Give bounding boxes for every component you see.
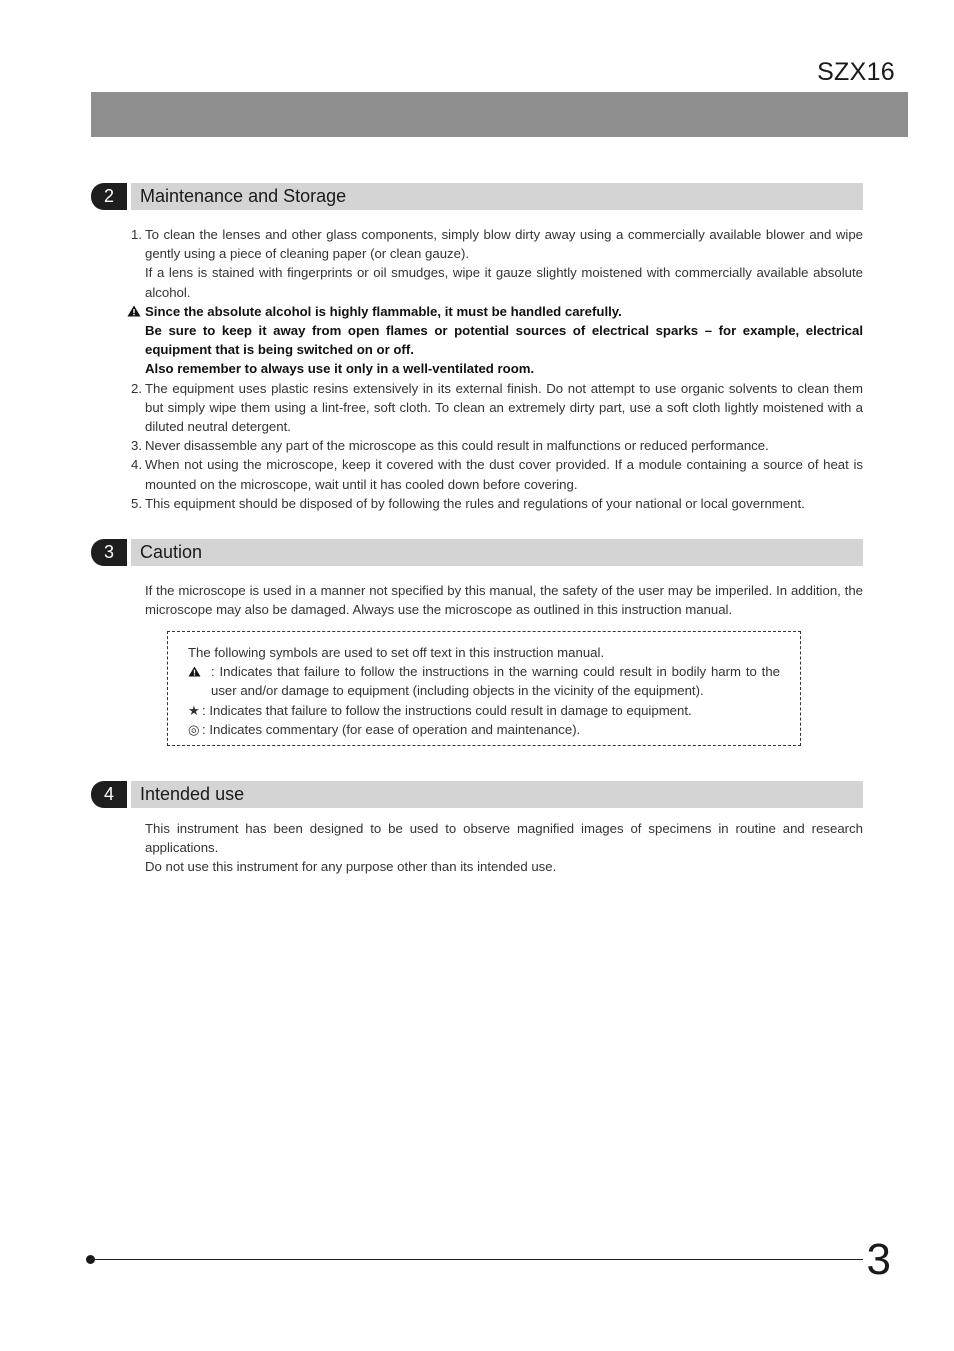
list-item: 3. Never disassemble any part of the microscope as this could result in malfunctions or reduced performance. xyxy=(131,438,769,454)
model-name: SZX16 xyxy=(817,58,895,86)
section-header-maintenance xyxy=(91,183,863,210)
section-number: 3 xyxy=(91,539,127,566)
legend-intro: The following symbols are used to set off text in this instruction manual. xyxy=(188,645,605,660)
warning-block: Since the absolute alcohol is highly flammable, it must be handled carefully. Be sure to keep it away from open flames or potential sources of electrical sparks – for example, electrical equipment that is being switched on or off. Also remember to always use it only in a well-ventilated room. xyxy=(131,302,863,379)
caution-body: If the microscope is used in a manner not specified by this manual, the safety of the user may be imperiled. In addition, the microscope may also be damaged. Always use the microscope as outlined in this instruction manual. xyxy=(145,583,863,618)
warning-icon xyxy=(188,666,201,677)
list-item: 5. This equipment should be disposed of by following the rules and regulations of your national or local government. xyxy=(131,495,805,511)
intended-use-body: This instrument has been designed to be used to observe magnified images of specimens in routine and research applications. Do not use this instrument for any purpose other than its intended use. xyxy=(145,821,863,875)
maintenance-body xyxy=(131,225,863,513)
note-icon: ◎ xyxy=(188,721,200,737)
section-title: Intended use xyxy=(131,781,863,808)
legend-star-row: ★ : Indicates that failure to follow the instructions could result in damage to equipment. xyxy=(188,701,780,720)
section-header-caution xyxy=(91,539,863,566)
header-band xyxy=(91,92,908,137)
section-number: 2 xyxy=(91,183,127,210)
section-title: Maintenance and Storage xyxy=(131,183,863,210)
section-header-intended-use xyxy=(91,781,863,808)
star-icon: ★ xyxy=(188,702,200,718)
section-number: 4 xyxy=(91,781,127,808)
legend-warning-row: : Indicates that failure to follow the instructions in the warning could result in bodily harm to the user and/or damage to equipment (including objects in the vicinity of the equipment). xyxy=(188,662,780,700)
section-title: Caution xyxy=(131,539,863,566)
page-number: 3 xyxy=(866,1235,891,1284)
footer-rule xyxy=(90,1259,863,1260)
list-item: 1. To clean the lenses and other glass components, simply blow dirty away using a commercially available blower and wipe gently using a piece of cleaning paper (or clean gauze). If a lens is stained with fingerprints or oil smudges, wipe it gauze slightly moistened with commercially available absolute alcohol. xyxy=(131,227,863,300)
legend-note-row: ◎ : Indicates commentary (for ease of operation and maintenance). xyxy=(188,720,780,739)
list-item: 2. The equipment uses plastic resins extensively in its external finish. Do not attempt to use organic solvents to clean them but simply wipe them using a lint-free, soft cloth. To clean an extremely dirty part, use a soft cloth lightly moistened with a diluted neutral detergent. xyxy=(131,380,863,435)
symbol-legend-box xyxy=(167,631,801,746)
warning-icon xyxy=(127,305,141,317)
list-item: 4. When not using the microscope, keep it covered with the dust cover provided. If a module containing a source of heat is mounted on the microscope, wait until it has cooled down before covering. xyxy=(131,457,863,492)
